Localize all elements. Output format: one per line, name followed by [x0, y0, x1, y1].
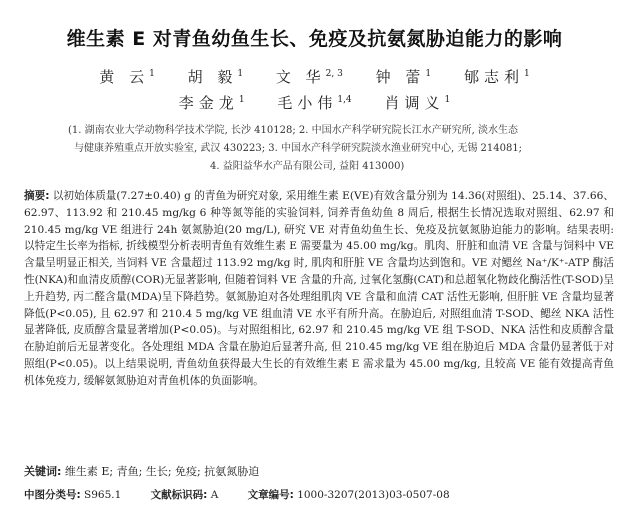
- abstract-label: 摘要:: [24, 190, 50, 202]
- abstract: [24, 188, 614, 390]
- author: 文 华$^{2, 3}$: [275, 68, 343, 86]
- author: 钟 蕾$^1$: [375, 68, 432, 86]
- author: 郇志利$^1$: [463, 68, 530, 86]
- keywords: [24, 463, 259, 479]
- author: 肖调义$^1$: [384, 94, 451, 112]
- author-row-2: [0, 92, 629, 113]
- author: 李金龙$^1$: [178, 94, 245, 112]
- affiliation-line: 4. 益阳益华水产品有限公司, 益阳 413000): [210, 161, 405, 172]
- affiliation-line: (1. 湖南农业大学动物科学技术学院, 长沙 410128; 2. 中国水产科学研究院长江水产研究所, 淡水生态: [68, 125, 518, 136]
- affiliation-line: 与健康养殖重点开放实验室, 武汉 430223; 3. 中国水产科学研究院淡水渔业研究中心, 无锡 214081;: [74, 143, 523, 154]
- author: 毛小伟$^{1,4}$: [277, 94, 352, 112]
- document-code: 文献标识码: A: [150, 489, 219, 501]
- author-row-1: [0, 66, 629, 87]
- clc-number: 中图分类号: S965.1: [24, 489, 122, 501]
- author: 胡 毅$^1$: [187, 68, 244, 86]
- paper-title: 维生素 E 对青鱼幼鱼生长、免疫及抗氨氮胁迫能力的影响: [66, 28, 563, 50]
- keywords-label: 关键词:: [24, 465, 62, 478]
- author: 黄 云$^1$: [99, 68, 155, 86]
- keywords-text: 维生素 E; 青鱼; 生长; 免疫; 抗氨氮胁迫: [64, 465, 260, 478]
- article-number: 文章编号: 1000-3207(2013)03-0507-08: [247, 489, 450, 501]
- abstract-text: 以初始体质量(7.27±0.40) g 的青鱼为研究对象, 采用维生素 E(VE)有效含量分别为 14.36(对照组)、25.14、37.66、62.97、113.92 和 210.45 mg/kg 6 种等氮等能的实验饲料, 饲养青鱼幼鱼 8 周后, 根据生长情况选取对照组、62.97 和 210.45 mg/kg VE 组进行 24h 氨氮胁迫(20 mg/L), 研究 VE 对青鱼幼鱼生长、免疫及抗氨氮胁迫能力的影响。结果表明: 以特定生长率为指标, 折线模型分析表明青鱼有效维生素 E 需要量为 45.00 mg/kg。肌肉、肝脏和血清 VE 含量与饲料中 VE 含量呈明显正相关, 当饲料 VE 含量超过 113.92 mg/kg 时, 肌肉和肝脏 VE 含量均达到饱和。VE 对鳃丝 Na⁺/K⁺-ATP 酶活性(NKA)和血清皮质醇(COR)无显著影响, 但随着饲料 VE 含量的升高, 过氧化氢酶(CAT)和总超氧化物歧化酶活性(T-SOD)呈上升趋势, 丙二醛含量(MDA)呈下降趋势。氨氮胁迫对各处理组肌肉 VE 含量和血清 CAT 活性无影响, 但肝脏 VE 含量均显著降低(P<0.05), 且 62.97 和 210.4 5 mg/kg VE 组血清 VE 水平有所升高。在胁迫后, 对照组血清 T-SOD、鳃丝 NKA 活性显著降低, 皮质醇含量显著增加(P<0.05)。与对照组相比, 62.97 和 210.45 mg/kg VE 组 T-SOD、NKA 活性和皮质醇含量在胁迫前后无显著变化。各处理组 MDA 含量在胁迫后显著升高, 但 210.45 mg/kg VE 组在胁迫后 MDA 含量仍显著低于对照组(P<0.05)。以上结果说明, 青鱼幼鱼获得最大生长的有效维生素 E 需求量为 45.00 mg/kg, 且较高 VE 能有效提高青鱼机体免疫力, 缓解氨氮胁迫对青鱼机体的负面影响。: [24, 190, 614, 387]
- article-meta: [24, 487, 624, 502]
